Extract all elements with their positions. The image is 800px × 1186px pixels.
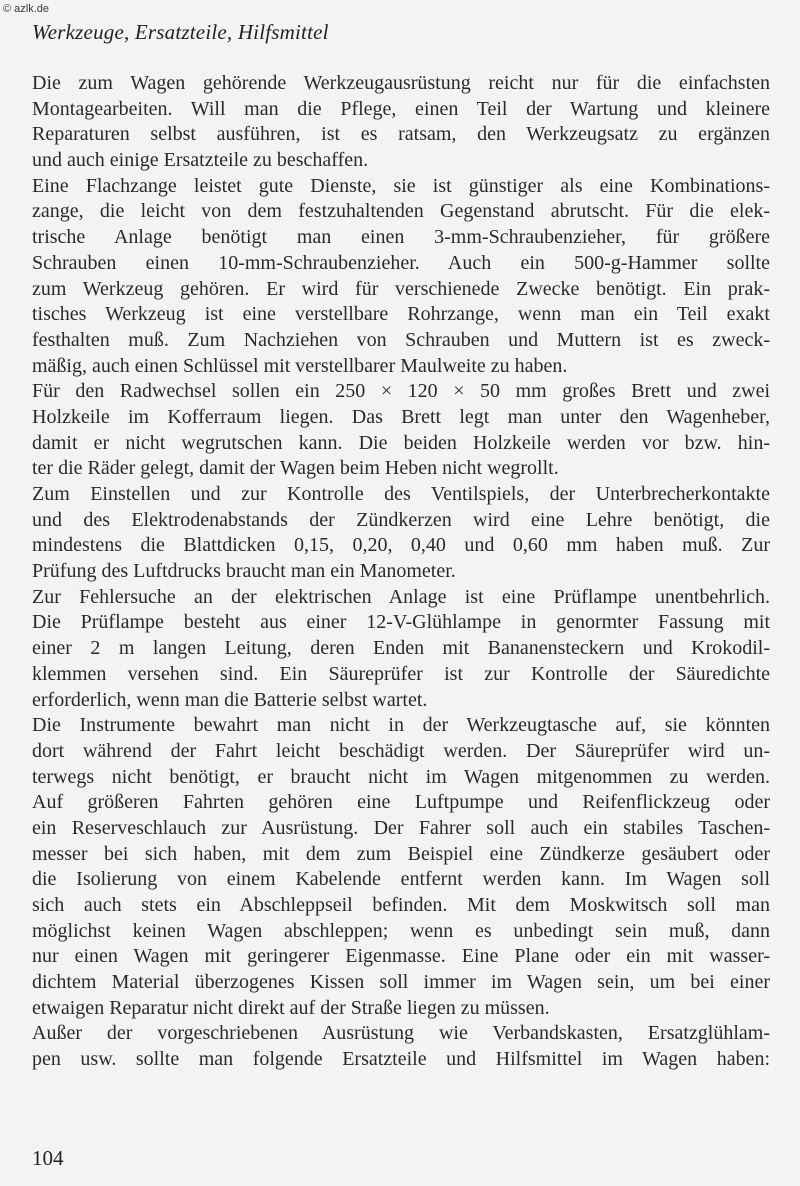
text-line: sich auch stets ein Abschleppseil befinden. Mit dem Moskwitsch soll man — [32, 894, 770, 916]
text-line: und des Elektrodenabstands der Zündkerzen wird eine Lehre benötigt, die — [32, 508, 770, 531]
watermark: © azlk.de — [3, 3, 50, 15]
text-line: zum Werkzeug gehören. Er wird für verschienede Zwecke benötigt. Ein prak- — [32, 277, 770, 300]
running-header: Werkzeuge, Ersatzteile, Hilfsmittel — [32, 20, 329, 44]
text-line: zange, die leicht von dem festzuhaltenden Gegenstand abrutscht. Für die elek- — [32, 200, 770, 223]
text-line: mindestens die Blattdicken 0,15, 0,20, 0,40 und 0,60 mm haben muß. Zur — [32, 534, 770, 557]
text-line: etwaigen Reparatur nicht direkt auf der Straße liegen zu müssen. — [32, 996, 550, 1019]
text-line: messer bei sich haben, mit dem zum Beispiel eine Zündkerze gesäubert oder — [32, 842, 770, 865]
text-line: erforderlich, wenn man die Batterie selbst wartet. — [32, 688, 428, 711]
text-line: Die Instrumente bewahrt man nicht in der Werkzeugtasche auf, sie könnten — [32, 714, 770, 737]
text-line: Schrauben einen 10-mm-Schraubenzieher. Auch ein 500-g-Hammer sollte — [32, 251, 770, 274]
text-line: ein Reserveschlauch zur Ausrüstung. Der Fahrer soll auch ein stabiles Taschen- — [32, 816, 770, 839]
text-line: klemmen versehen sind. Ein Säureprüfer ist zur Kontrolle der Säuredichte — [32, 662, 770, 685]
text-line: Für den Radwechsel sollen ein 250 × 120 × 50 mm großes Brett und zwei — [32, 380, 770, 403]
text-line: Die zum Wagen gehörende Werkzeugausrüstung reicht nur für die einfachsten — [32, 72, 770, 94]
text-line: Auf größeren Fahrten gehören eine Luftpumpe und Reifenflickzeug oder — [32, 791, 770, 814]
text-line: Zum Einstellen und zur Kontrolle des Ventilspiels, der Unterbrecherkontakte — [32, 483, 770, 505]
text-line: Zur Fehlersuche an der elektrischen Anlage ist eine Prüflampe unentbehrlich. — [32, 585, 770, 608]
text-line: Außer der vorgeschriebenen Ausrüstung wie Verbandskasten, Ersatzglühlam- — [32, 1022, 770, 1045]
text-line: tisches Werkzeug ist eine verstellbare Rohrzange, wenn man ein Teil exakt — [32, 303, 770, 326]
text-line: möglichst keinen Wagen abschleppen; wenn es unbedingt sein muß, dann — [32, 919, 770, 942]
text-line: nur einen Wagen mit geringerer Eigenmasse. Eine Plane oder ein mit wasser- — [32, 945, 770, 968]
text-line: trische Anlage benötigt man einen 3-mm-Schraubenzieher, für größere — [32, 226, 770, 249]
text-line: festhalten muß. Zum Nachziehen von Schrauben und Muttern ist es zweck- — [32, 328, 770, 351]
text-line: einer 2 m langen Leitung, deren Enden mit Bananensteckern und Krokodil- — [32, 637, 770, 660]
text-line: dort während der Fahrt leicht beschädigt werden. Der Säureprüfer wird un- — [32, 739, 770, 762]
text-line: terwegs nicht benötigt, er braucht nicht im Wagen mitgenommen zu werden. — [32, 765, 770, 788]
text-line: Prüfung des Luftdrucks braucht man ein Manometer. — [32, 560, 456, 583]
text-line: pen usw. sollte man folgende Ersatzteile und Hilfsmittel im Wagen haben: — [32, 1048, 770, 1071]
text-line: damit er nicht wegrutschen kann. Die beiden Holzkeile werden vor bzw. hin- — [32, 431, 770, 454]
text-line: Eine Flachzange leistet gute Dienste, sie ist günstiger als eine Kombinations- — [32, 174, 770, 197]
text-line: Holzkeile im Kofferraum liegen. Das Brett legt man unter den Wagenheber, — [32, 405, 770, 428]
text-line: Die Prüflampe besteht aus einer 12-V-Glühlampe in genormter Fassung mit — [32, 611, 770, 634]
text-line: und auch einige Ersatzteile zu beschaffen. — [32, 149, 369, 172]
text-line: die Isolierung von einem Kabelende entfernt werden kann. Im Wagen soll — [32, 868, 770, 891]
text-line: Reparaturen selbst ausführen, ist es ratsam, den Werkzeugsatz zu ergänzen — [32, 123, 770, 146]
text-line: mäßig, auch einen Schlüssel mit verstellbarer Maulweite zu haben. — [32, 354, 568, 377]
text-line: dichtem Material überzogenes Kissen soll immer im Wagen sein, um bei einer — [32, 971, 770, 994]
body-text — [32, 71, 770, 1073]
page-number: 104 — [32, 1146, 64, 1170]
text-line: Montagearbeiten. Will man die Pflege, einen Teil der Wartung und kleinere — [32, 97, 770, 120]
text-line: ter die Räder gelegt, damit der Wagen beim Heben nicht wegrollt. — [32, 457, 559, 480]
